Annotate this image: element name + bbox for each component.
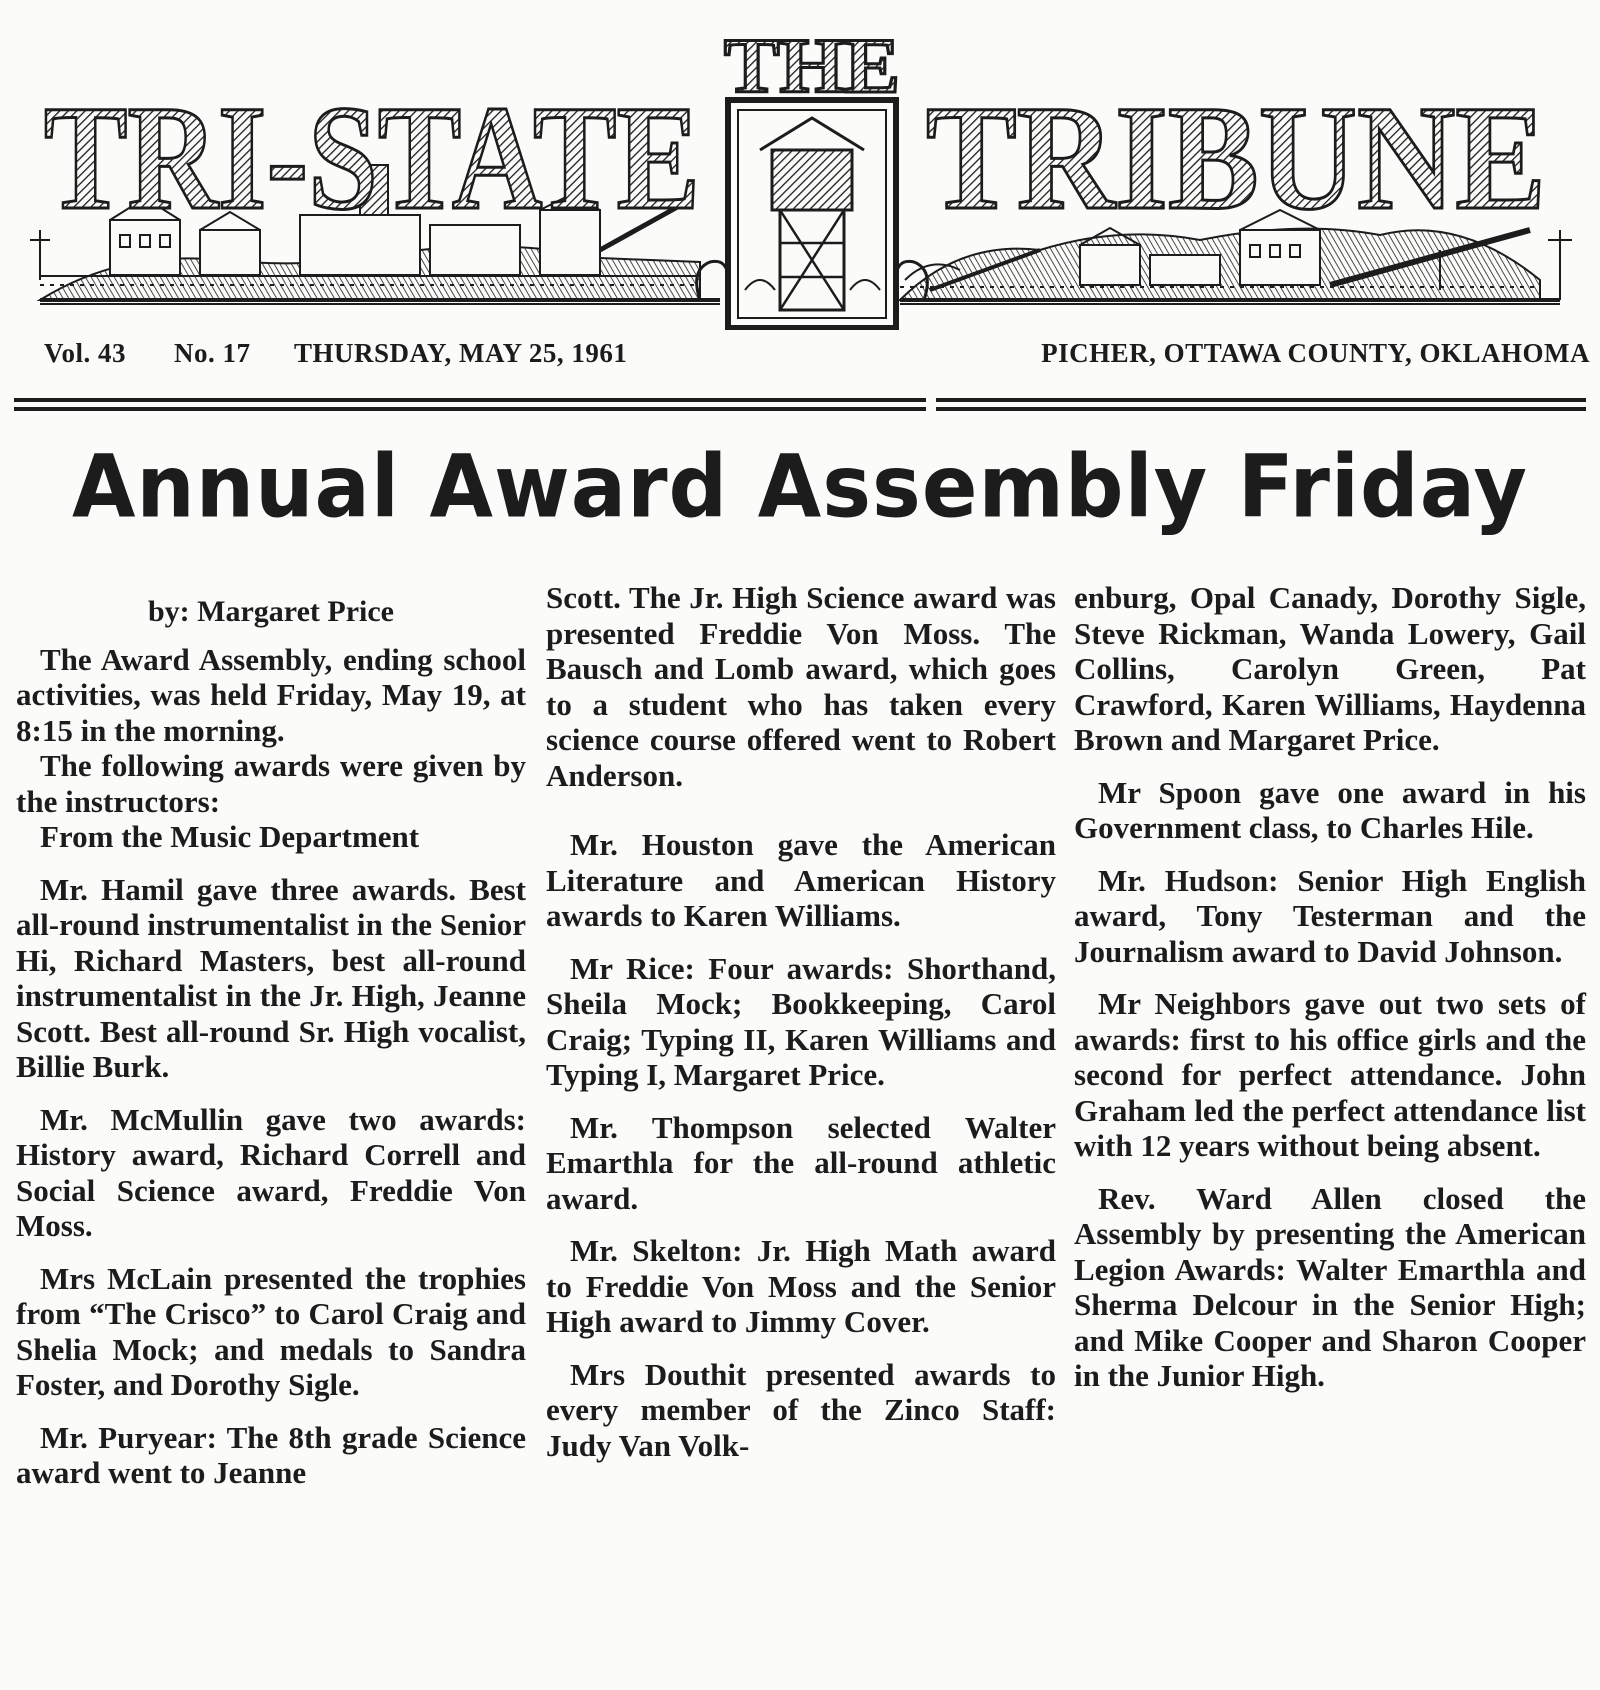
publication-location: PICHER, OTTAWA COUNTY, OKLAHOMA <box>1041 338 1590 368</box>
masthead <box>0 0 1600 330</box>
paragraph: Mr. Puryear: The 8th grade Science award went to Jeanne <box>16 1419 526 1490</box>
paragraph: The following awards were given by the instructors: <box>16 748 526 819</box>
header-rule-secondary <box>14 407 1586 411</box>
header-rule <box>14 398 1586 402</box>
paragraph: Mr. Hudson: Senior High English award, Tony Testerman and the Journalism award to David Johnson. <box>1074 862 1586 969</box>
masthead-name-left: TRI-STATE <box>44 75 700 241</box>
paragraph: Mr. McMullin gave two awards: History award, Richard Correll and Social Science award, Freddie Von Moss. <box>16 1101 526 1243</box>
paragraph: Mr. Thompson selected Walter Emarthla for the all-round athletic award. <box>546 1109 1056 1216</box>
article-byline: by: Margaret Price <box>148 595 394 628</box>
article-column-1 <box>16 578 526 1491</box>
issue-date: THURSDAY, MAY 25, 1961 <box>294 338 628 368</box>
paragraph: Mr Spoon gave one award in his Government class, to Charles Hile. <box>1074 774 1586 845</box>
article-column-2 <box>546 580 1056 1463</box>
paragraph: Mrs Douthit presented awards to every member of the Zinco Staff: Judy Van Volk- <box>546 1356 1056 1463</box>
paragraph: From the Music Department <box>40 819 420 854</box>
issue-number: No. 17 <box>174 338 251 368</box>
masthead-the: THE <box>724 22 900 109</box>
masthead-artwork <box>0 0 1600 330</box>
paragraph: Scott. The Jr. High Science award was presented Freddie Von Moss. The Bausch and Lomb award, which goes to a student who has taken every science course offered went to Robert Anderson. <box>546 580 1056 793</box>
paragraph: Mrs McLain presented the trophies from “The Crisco” to Carol Craig and Shelia Mock; and medals to Sandra Foster, and Dorothy Sigle. <box>16 1260 526 1402</box>
article-headline: Annual Award Assembly Friday <box>71 437 1529 538</box>
paragraph: Mr Neighbors gave out two sets of awards: first to his office girls and the second for perfect attendance. John Graham led the perfect attendance list with 12 years without being absent. <box>1074 986 1586 1163</box>
paragraph: Rev. Ward Allen closed the Assembly by presenting the American Legion Awards: Walter Emarthla and Sherma Delcour in the Senior High; and Mike Cooper and Sharon Cooper in the Junior High. <box>1074 1180 1586 1393</box>
rule-break <box>926 396 936 414</box>
dateline <box>44 338 1590 378</box>
paragraph: Mr Rice: Four awards: Shorthand, Sheila Mock; Bookkeeping, Carol Craig; Typing II, Karen Williams and Typing I, Margaret Price. <box>546 950 1056 1092</box>
paragraph: enburg, Opal Canady, Dorothy Sigle, Steve Rickman, Wanda Lowery, Gail Collins, Carolyn Green, Pat Crawford, Karen Williams, Haydenna Brown and Margaret Price. <box>1074 580 1586 757</box>
mine-tower-emblem <box>728 100 896 328</box>
article-column-3 <box>1074 580 1586 1394</box>
paragraph: Mr. Skelton: Jr. High Math award to Freddie Von Moss and the Senior High award to Jimmy Cover. <box>546 1233 1056 1339</box>
paragraph: Mr. Hamil gave three awards. Best all-round instrumentalist in the Senior Hi, Richard Masters, best all-round instrumentalist in the Jr. High, Jeanne Scott. Best all-round Sr. High vocalist, Billie Burk. <box>16 871 526 1084</box>
volume-number: Vol. 43 <box>44 338 127 368</box>
paragraph: Mr. Houston gave the American Literature and American History awards to Karen Williams. <box>546 827 1056 933</box>
paragraph: The Award Assembly, ending school activities, was held Friday, May 19, at 8:15 in the morning. <box>16 641 526 748</box>
masthead-name-right: TRIBUNE <box>926 75 1546 241</box>
